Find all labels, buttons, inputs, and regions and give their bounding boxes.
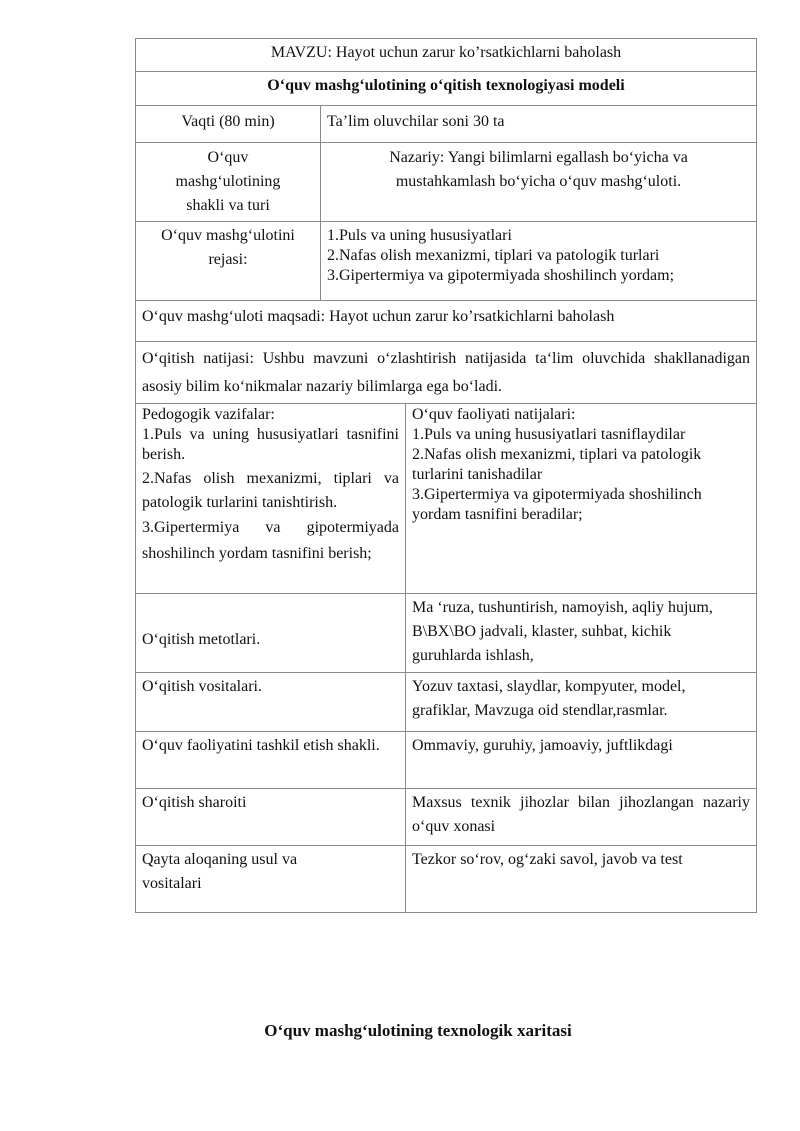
- conditions-label-cell: [136, 789, 405, 845]
- learning-result-item: 3.Gipertermiya va gipotermiyada shoshilinch yordam tasnifini beradilar;: [412, 486, 702, 523]
- technological-map-title: O‘quv mashg‘ulotining texnologik xaritasi: [264, 1021, 572, 1040]
- pedagogical-task-item: 2.Nafas olish mexanizmi, tiplari va patologik turlarini tanishtirish.: [142, 470, 399, 511]
- learning-result-item: 1.Puls va uning hususiyatlari tasniflaydilar: [412, 426, 686, 443]
- lesson-form-label: O‘quv mashg‘ulotining shakli va turi: [175, 149, 281, 214]
- lesson-plan-item: 3.Gipertermiya va gipotermiyada shoshilinch yordam;: [327, 267, 675, 284]
- feedback-value-cell: [406, 846, 756, 912]
- lesson-plan-label-cell: [136, 222, 320, 300]
- tools-value-cell: [406, 673, 756, 731]
- organization-form-label: O‘quv faoliyatini tashkil etish shakli.: [142, 737, 380, 754]
- tools-label: O‘qitish vositalari.: [142, 678, 262, 695]
- tools-value: Yozuv taxtasi, slaydlar, kompyuter, model, grafiklar, Mavzuga oid stendlar,rasmlar.: [412, 678, 686, 719]
- time-cell: [136, 106, 320, 142]
- tools-label-cell: [136, 673, 405, 731]
- learning-outcome-text: O‘qitish natijasi: Ushbu mavzuni o‘zlashtirish natijasida ta‘lim oluvchida shakllanadigan asosiy bilim ko‘nikmalar nazariy bilimlarga ega bo‘ladi.: [142, 350, 750, 395]
- organization-form-label-cell: [136, 732, 405, 788]
- feedback-label-cell: [136, 846, 405, 912]
- topic-text: MAVZU: Hayot uchun zarur ko’rsatkichlarni baholash: [270, 44, 622, 61]
- methods-value-cell: [406, 594, 756, 672]
- learning-outcome-cell: [136, 344, 756, 403]
- methods-label: O‘qitish metotlari.: [142, 631, 261, 648]
- pedagogical-task-item: 1.Puls va uning hususiyatlari tasnifini berish.: [142, 426, 399, 463]
- conditions-label: O‘qitish sharoiti: [142, 794, 247, 811]
- model-title-cell: [136, 72, 756, 105]
- conditions-value: Maxsus texnik jihozlar bilan jihozlangan nazariy o‘quv xonasi: [412, 794, 750, 835]
- lesson-form-value: Nazariy: Yangi bilimlarni egallash bo‘yicha va mustahkamlash bo‘yicha o‘quv mashg‘uloti.: [389, 149, 688, 190]
- methods-value: Ma ‘ruza, tushuntirish, namoyish, aqliy hujum, B\BX\BO jadvali, klaster, suhbat, kichik guruhlarda ishlash,: [412, 599, 713, 664]
- conditions-value-cell: [406, 789, 756, 845]
- topic-cell: [136, 39, 756, 71]
- lesson-form-label-cell: [136, 144, 320, 221]
- pedagogical-tasks-cell: [136, 404, 405, 593]
- model-title: O‘quv mashg‘ulotining o‘qitish texnologiyasi modeli: [267, 77, 625, 94]
- learning-results-heading: O‘quv faoliyati natijalari:: [412, 406, 576, 423]
- pedagogical-tasks-heading: Pedogogik vazifalar:: [142, 406, 275, 423]
- learning-results-cell: [406, 404, 756, 593]
- lesson-goal-cell: [136, 301, 756, 341]
- methods-label-cell: [136, 626, 405, 656]
- feedback-label: Qayta aloqaning usul va vositalari: [142, 851, 298, 892]
- lesson-plan-list: [321, 224, 756, 300]
- feedback-value: Tezkor so‘rov, og‘zaki savol, javob va test: [412, 851, 683, 868]
- time-text: Vaqti (80 min): [181, 113, 275, 130]
- students-count-cell: [321, 106, 756, 142]
- lesson-plan-label: O‘quv mashg‘ulotini rejasi:: [161, 227, 295, 268]
- students-count-text: Ta’lim oluvchilar soni 30 ta: [327, 113, 505, 130]
- organization-form-value: Ommaviy, guruhiy, jamoaviy, juftlikdagi: [412, 737, 673, 754]
- learning-result-item: 2.Nafas olish mexanizmi, tiplari va patologik turlarini tanishadilar: [412, 446, 702, 483]
- lesson-plan-item: 2.Nafas olish mexanizmi, tiplari va patologik turlari: [327, 247, 660, 264]
- lesson-goal-text: O‘quv mashg‘uloti maqsadi: Hayot uchun zarur ko’rsatkichlarni baholash: [142, 308, 615, 325]
- pedagogical-task-item: 3.Gipertermiya va gipotermiyada shoshilinch yordam tasnifini berish;: [142, 519, 399, 562]
- lesson-plan-item: 1.Puls va uning hususiyatlari: [327, 227, 512, 244]
- organization-form-value-cell: [406, 732, 756, 788]
- lesson-form-value-cell: [321, 144, 756, 221]
